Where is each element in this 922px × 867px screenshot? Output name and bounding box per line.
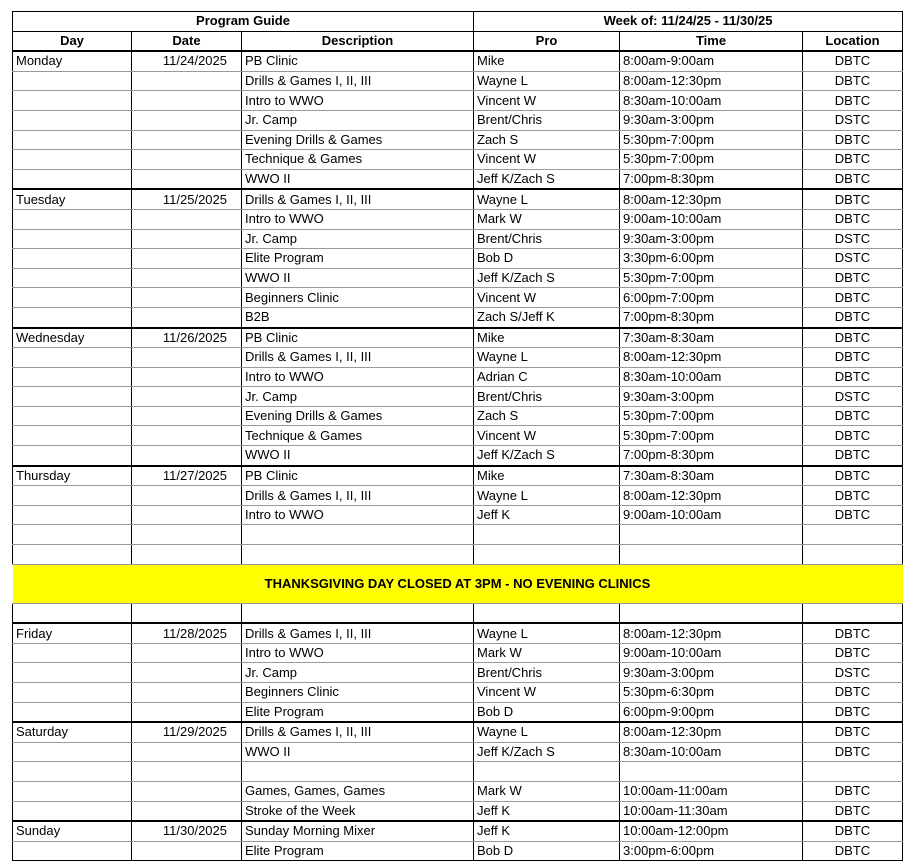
cell-day bbox=[13, 663, 132, 683]
cell-pro: Jeff K bbox=[474, 505, 620, 525]
cell-time: 10:00am-12:00pm bbox=[620, 821, 803, 841]
cell-time: 7:30am-8:30am bbox=[620, 328, 803, 348]
cell-date bbox=[132, 486, 242, 506]
cell-location: DBTC bbox=[803, 169, 903, 189]
table-row bbox=[13, 130, 903, 150]
cell-description: Drills & Games I, II, III bbox=[242, 623, 474, 643]
cell-time: 3:00pm-6:00pm bbox=[620, 841, 803, 861]
cell-time: 5:30pm-7:00pm bbox=[620, 130, 803, 150]
cell-location: DBTC bbox=[803, 505, 903, 525]
program-guide-table bbox=[12, 11, 903, 861]
cell-description: Beginners Clinic bbox=[242, 288, 474, 308]
cell-pro: Wayne L bbox=[474, 71, 620, 91]
cell-location: DBTC bbox=[803, 821, 903, 841]
cell-day bbox=[13, 781, 132, 801]
cell-pro: Mike bbox=[474, 466, 620, 486]
cell-day bbox=[13, 387, 132, 407]
cell-day bbox=[13, 209, 132, 229]
cell-date: 11/27/2025 bbox=[132, 466, 242, 486]
cell-location: DBTC bbox=[803, 683, 903, 703]
cell-date bbox=[132, 683, 242, 703]
cell-time: 5:30pm-6:30pm bbox=[620, 683, 803, 703]
cell-description: Drills & Games I, II, III bbox=[242, 348, 474, 368]
cell-date bbox=[132, 209, 242, 229]
cell-description: Evening Drills & Games bbox=[242, 130, 474, 150]
table-row bbox=[13, 150, 903, 170]
cell-pro: Brent/Chris bbox=[474, 110, 620, 130]
cell-day bbox=[13, 130, 132, 150]
cell-pro: Zach S/Jeff K bbox=[474, 307, 620, 327]
cell-location: DBTC bbox=[803, 288, 903, 308]
cell-time: 8:00am-12:30pm bbox=[620, 348, 803, 368]
cell-day: Sunday bbox=[13, 821, 132, 841]
cell-time: 7:30am-8:30am bbox=[620, 466, 803, 486]
program-title: Program Guide bbox=[13, 12, 474, 32]
cell-time: 3:30pm-6:00pm bbox=[620, 249, 803, 269]
column-header-row bbox=[13, 31, 903, 51]
cell-location: DSTC bbox=[803, 229, 903, 249]
cell-day bbox=[13, 683, 132, 703]
cell-time: 7:00pm-8:30pm bbox=[620, 169, 803, 189]
cell-date bbox=[132, 229, 242, 249]
cell-time: 8:30am-10:00am bbox=[620, 742, 803, 762]
cell-pro: Jeff K/Zach S bbox=[474, 742, 620, 762]
cell-date bbox=[132, 781, 242, 801]
cell-time: 8:00am-12:30pm bbox=[620, 486, 803, 506]
cell-date bbox=[132, 426, 242, 446]
cell-date bbox=[132, 91, 242, 111]
table-row bbox=[13, 348, 903, 368]
col-header-location: Location bbox=[803, 31, 903, 51]
cell-description: Jr. Camp bbox=[242, 229, 474, 249]
cell-time bbox=[620, 603, 803, 623]
cell-date bbox=[132, 268, 242, 288]
table-row bbox=[13, 702, 903, 722]
cell-date bbox=[132, 110, 242, 130]
cell-day bbox=[13, 545, 132, 565]
cell-pro: Mark W bbox=[474, 781, 620, 801]
table-row bbox=[13, 722, 903, 742]
table-row bbox=[13, 841, 903, 861]
cell-location: DBTC bbox=[803, 801, 903, 821]
cell-time: 8:30am-10:00am bbox=[620, 91, 803, 111]
cell-date: 11/29/2025 bbox=[132, 722, 242, 742]
cell-day bbox=[13, 603, 132, 623]
cell-description: Intro to WWO bbox=[242, 505, 474, 525]
table-row bbox=[13, 209, 903, 229]
cell-day bbox=[13, 307, 132, 327]
cell-date bbox=[132, 663, 242, 683]
cell-time: 8:00am-12:30pm bbox=[620, 623, 803, 643]
cell-pro: Mike bbox=[474, 328, 620, 348]
cell-date bbox=[132, 801, 242, 821]
cell-time bbox=[620, 545, 803, 565]
cell-description: Drills & Games I, II, III bbox=[242, 722, 474, 742]
table-row bbox=[13, 387, 903, 407]
cell-date bbox=[132, 762, 242, 782]
cell-pro: Wayne L bbox=[474, 722, 620, 742]
cell-pro: Mark W bbox=[474, 643, 620, 663]
cell-day bbox=[13, 525, 132, 545]
cell-description: WWO II bbox=[242, 742, 474, 762]
cell-location: DBTC bbox=[803, 348, 903, 368]
cell-location: DBTC bbox=[803, 150, 903, 170]
cell-time: 9:30am-3:00pm bbox=[620, 387, 803, 407]
cell-description: Jr. Camp bbox=[242, 110, 474, 130]
table-row bbox=[13, 525, 903, 545]
cell-location: DBTC bbox=[803, 51, 903, 71]
cell-time bbox=[620, 762, 803, 782]
cell-date bbox=[132, 367, 242, 387]
col-header-pro: Pro bbox=[474, 31, 620, 51]
cell-description: Beginners Clinic bbox=[242, 683, 474, 703]
cell-location: DBTC bbox=[803, 702, 903, 722]
cell-description: Intro to WWO bbox=[242, 91, 474, 111]
cell-date bbox=[132, 446, 242, 466]
cell-day bbox=[13, 169, 132, 189]
table-row bbox=[13, 406, 903, 426]
cell-day bbox=[13, 91, 132, 111]
cell-day bbox=[13, 702, 132, 722]
table-row bbox=[13, 426, 903, 446]
col-header-description: Description bbox=[242, 31, 474, 51]
cell-date bbox=[132, 505, 242, 525]
cell-location: DBTC bbox=[803, 426, 903, 446]
cell-description: Sunday Morning Mixer bbox=[242, 821, 474, 841]
cell-location: DBTC bbox=[803, 328, 903, 348]
cell-day: Monday bbox=[13, 51, 132, 71]
cell-day bbox=[13, 426, 132, 446]
cell-description: Jr. Camp bbox=[242, 663, 474, 683]
cell-pro: Zach S bbox=[474, 130, 620, 150]
table-row bbox=[13, 71, 903, 91]
cell-location bbox=[803, 545, 903, 565]
cell-date bbox=[132, 130, 242, 150]
cell-day bbox=[13, 348, 132, 368]
table-row bbox=[13, 110, 903, 130]
cell-day: Thursday bbox=[13, 466, 132, 486]
cell-time: 8:00am-12:30pm bbox=[620, 189, 803, 209]
cell-date bbox=[132, 150, 242, 170]
cell-description: PB Clinic bbox=[242, 51, 474, 71]
cell-pro bbox=[474, 603, 620, 623]
cell-location: DBTC bbox=[803, 466, 903, 486]
cell-description: WWO II bbox=[242, 446, 474, 466]
cell-time bbox=[620, 525, 803, 545]
table-row bbox=[13, 643, 903, 663]
cell-location: DBTC bbox=[803, 367, 903, 387]
cell-description: Drills & Games I, II, III bbox=[242, 71, 474, 91]
title-row bbox=[13, 12, 903, 32]
cell-day bbox=[13, 446, 132, 466]
cell-time: 8:00am-12:30pm bbox=[620, 71, 803, 91]
cell-time: 8:00am-12:30pm bbox=[620, 722, 803, 742]
cell-description: Intro to WWO bbox=[242, 367, 474, 387]
cell-time: 8:30am-10:00am bbox=[620, 367, 803, 387]
cell-location: DBTC bbox=[803, 91, 903, 111]
cell-time: 9:00am-10:00am bbox=[620, 209, 803, 229]
cell-day: Saturday bbox=[13, 722, 132, 742]
cell-location: DBTC bbox=[803, 189, 903, 209]
cell-pro: Bob D bbox=[474, 702, 620, 722]
cell-day bbox=[13, 801, 132, 821]
cell-day: Wednesday bbox=[13, 328, 132, 348]
cell-pro: Jeff K bbox=[474, 821, 620, 841]
cell-location: DSTC bbox=[803, 110, 903, 130]
cell-time: 9:30am-3:00pm bbox=[620, 229, 803, 249]
cell-description: Games, Games, Games bbox=[242, 781, 474, 801]
cell-description: Elite Program bbox=[242, 702, 474, 722]
table-row bbox=[13, 367, 903, 387]
cell-location: DBTC bbox=[803, 209, 903, 229]
cell-pro bbox=[474, 762, 620, 782]
table-row bbox=[13, 801, 903, 821]
table-row bbox=[13, 683, 903, 703]
holiday-banner: THANKSGIVING DAY CLOSED AT 3PM - NO EVENING CLINICS bbox=[13, 564, 903, 603]
cell-pro: Zach S bbox=[474, 406, 620, 426]
cell-pro: Adrian C bbox=[474, 367, 620, 387]
cell-pro: Wayne L bbox=[474, 189, 620, 209]
cell-description: Stroke of the Week bbox=[242, 801, 474, 821]
table-row bbox=[13, 189, 903, 209]
cell-day bbox=[13, 71, 132, 91]
cell-location: DBTC bbox=[803, 307, 903, 327]
cell-location: DBTC bbox=[803, 486, 903, 506]
table-row bbox=[13, 821, 903, 841]
cell-location: DBTC bbox=[803, 722, 903, 742]
cell-pro: Vincent W bbox=[474, 683, 620, 703]
cell-location: DBTC bbox=[803, 643, 903, 663]
cell-location: DBTC bbox=[803, 623, 903, 643]
cell-location: DBTC bbox=[803, 268, 903, 288]
cell-date bbox=[132, 348, 242, 368]
table-row bbox=[13, 742, 903, 762]
cell-time: 9:30am-3:00pm bbox=[620, 663, 803, 683]
cell-pro: Bob D bbox=[474, 841, 620, 861]
col-header-day: Day bbox=[13, 31, 132, 51]
cell-location: DSTC bbox=[803, 663, 903, 683]
cell-pro: Brent/Chris bbox=[474, 663, 620, 683]
cell-pro: Jeff K/Zach S bbox=[474, 169, 620, 189]
cell-day bbox=[13, 486, 132, 506]
cell-pro bbox=[474, 545, 620, 565]
cell-time: 7:00pm-8:30pm bbox=[620, 307, 803, 327]
holiday-banner-row bbox=[13, 564, 903, 603]
cell-day bbox=[13, 643, 132, 663]
cell-pro: Vincent W bbox=[474, 150, 620, 170]
table-row bbox=[13, 307, 903, 327]
cell-time: 9:00am-10:00am bbox=[620, 643, 803, 663]
cell-pro: Jeff K bbox=[474, 801, 620, 821]
cell-day: Tuesday bbox=[13, 189, 132, 209]
table-row bbox=[13, 91, 903, 111]
table-row bbox=[13, 268, 903, 288]
cell-description bbox=[242, 545, 474, 565]
cell-time: 6:00pm-9:00pm bbox=[620, 702, 803, 722]
cell-time: 10:00am-11:00am bbox=[620, 781, 803, 801]
cell-day bbox=[13, 249, 132, 269]
cell-pro: Wayne L bbox=[474, 348, 620, 368]
cell-description: Intro to WWO bbox=[242, 643, 474, 663]
cell-date: 11/24/2025 bbox=[132, 51, 242, 71]
cell-date bbox=[132, 406, 242, 426]
cell-location: DBTC bbox=[803, 446, 903, 466]
cell-description bbox=[242, 762, 474, 782]
cell-day bbox=[13, 406, 132, 426]
cell-description: WWO II bbox=[242, 268, 474, 288]
cell-pro: Vincent W bbox=[474, 288, 620, 308]
cell-location: DBTC bbox=[803, 406, 903, 426]
cell-date: 11/30/2025 bbox=[132, 821, 242, 841]
cell-day bbox=[13, 841, 132, 861]
cell-date: 11/28/2025 bbox=[132, 623, 242, 643]
table-row bbox=[13, 466, 903, 486]
cell-day bbox=[13, 505, 132, 525]
cell-description: Evening Drills & Games bbox=[242, 406, 474, 426]
cell-location: DBTC bbox=[803, 742, 903, 762]
cell-description: Technique & Games bbox=[242, 426, 474, 446]
cell-location: DSTC bbox=[803, 387, 903, 407]
cell-date bbox=[132, 169, 242, 189]
table-row bbox=[13, 505, 903, 525]
cell-pro: Wayne L bbox=[474, 623, 620, 643]
week-label: Week of: 11/24/25 - 11/30/25 bbox=[474, 12, 903, 32]
table-row bbox=[13, 545, 903, 565]
cell-description: Elite Program bbox=[242, 841, 474, 861]
col-header-time: Time bbox=[620, 31, 803, 51]
col-header-date: Date bbox=[132, 31, 242, 51]
cell-pro: Bob D bbox=[474, 249, 620, 269]
cell-date bbox=[132, 288, 242, 308]
cell-day: Friday bbox=[13, 623, 132, 643]
cell-description bbox=[242, 525, 474, 545]
cell-pro: Vincent W bbox=[474, 426, 620, 446]
cell-date: 11/25/2025 bbox=[132, 189, 242, 209]
cell-location: DBTC bbox=[803, 130, 903, 150]
cell-time: 5:30pm-7:00pm bbox=[620, 426, 803, 446]
cell-time: 6:00pm-7:00pm bbox=[620, 288, 803, 308]
cell-pro: Mike bbox=[474, 51, 620, 71]
table-row bbox=[13, 328, 903, 348]
table-row bbox=[13, 486, 903, 506]
cell-time: 5:30pm-7:00pm bbox=[620, 150, 803, 170]
cell-pro: Jeff K/Zach S bbox=[474, 446, 620, 466]
cell-date bbox=[132, 603, 242, 623]
cell-pro bbox=[474, 525, 620, 545]
cell-date bbox=[132, 71, 242, 91]
cell-time: 5:30pm-7:00pm bbox=[620, 268, 803, 288]
cell-description: Drills & Games I, II, III bbox=[242, 189, 474, 209]
cell-location bbox=[803, 525, 903, 545]
cell-pro: Wayne L bbox=[474, 486, 620, 506]
cell-day bbox=[13, 110, 132, 130]
cell-description: Drills & Games I, II, III bbox=[242, 486, 474, 506]
cell-date bbox=[132, 307, 242, 327]
cell-time: 8:00am-9:00am bbox=[620, 51, 803, 71]
cell-description: Intro to WWO bbox=[242, 209, 474, 229]
cell-description: Jr. Camp bbox=[242, 387, 474, 407]
cell-pro: Brent/Chris bbox=[474, 387, 620, 407]
table-row bbox=[13, 288, 903, 308]
cell-description: Technique & Games bbox=[242, 150, 474, 170]
cell-time: 9:30am-3:00pm bbox=[620, 110, 803, 130]
cell-location: DBTC bbox=[803, 781, 903, 801]
cell-description: PB Clinic bbox=[242, 466, 474, 486]
cell-date bbox=[132, 702, 242, 722]
cell-pro: Vincent W bbox=[474, 91, 620, 111]
table-row bbox=[13, 229, 903, 249]
cell-location bbox=[803, 762, 903, 782]
cell-description: B2B bbox=[242, 307, 474, 327]
cell-time: 5:30pm-7:00pm bbox=[620, 406, 803, 426]
table-row bbox=[13, 446, 903, 466]
table-row bbox=[13, 51, 903, 71]
cell-date: 11/26/2025 bbox=[132, 328, 242, 348]
cell-pro: Jeff K/Zach S bbox=[474, 268, 620, 288]
cell-pro: Mark W bbox=[474, 209, 620, 229]
cell-date bbox=[132, 643, 242, 663]
cell-date bbox=[132, 545, 242, 565]
cell-day bbox=[13, 742, 132, 762]
cell-day bbox=[13, 150, 132, 170]
table-row bbox=[13, 663, 903, 683]
cell-date bbox=[132, 525, 242, 545]
cell-day bbox=[13, 268, 132, 288]
table-row bbox=[13, 781, 903, 801]
cell-day bbox=[13, 367, 132, 387]
cell-location: DSTC bbox=[803, 249, 903, 269]
cell-time: 7:00pm-8:30pm bbox=[620, 446, 803, 466]
table-row bbox=[13, 762, 903, 782]
cell-description: WWO II bbox=[242, 169, 474, 189]
cell-day bbox=[13, 229, 132, 249]
cell-time: 10:00am-11:30am bbox=[620, 801, 803, 821]
cell-time: 9:00am-10:00am bbox=[620, 505, 803, 525]
cell-description bbox=[242, 603, 474, 623]
cell-date bbox=[132, 841, 242, 861]
cell-day bbox=[13, 288, 132, 308]
cell-description: PB Clinic bbox=[242, 328, 474, 348]
cell-location bbox=[803, 603, 903, 623]
cell-date bbox=[132, 249, 242, 269]
cell-location: DBTC bbox=[803, 71, 903, 91]
cell-description: Elite Program bbox=[242, 249, 474, 269]
cell-location: DBTC bbox=[803, 841, 903, 861]
table-row bbox=[13, 623, 903, 643]
table-row bbox=[13, 249, 903, 269]
table-row bbox=[13, 169, 903, 189]
cell-date bbox=[132, 742, 242, 762]
cell-date bbox=[132, 387, 242, 407]
cell-day bbox=[13, 762, 132, 782]
cell-pro: Brent/Chris bbox=[474, 229, 620, 249]
table-row bbox=[13, 603, 903, 623]
